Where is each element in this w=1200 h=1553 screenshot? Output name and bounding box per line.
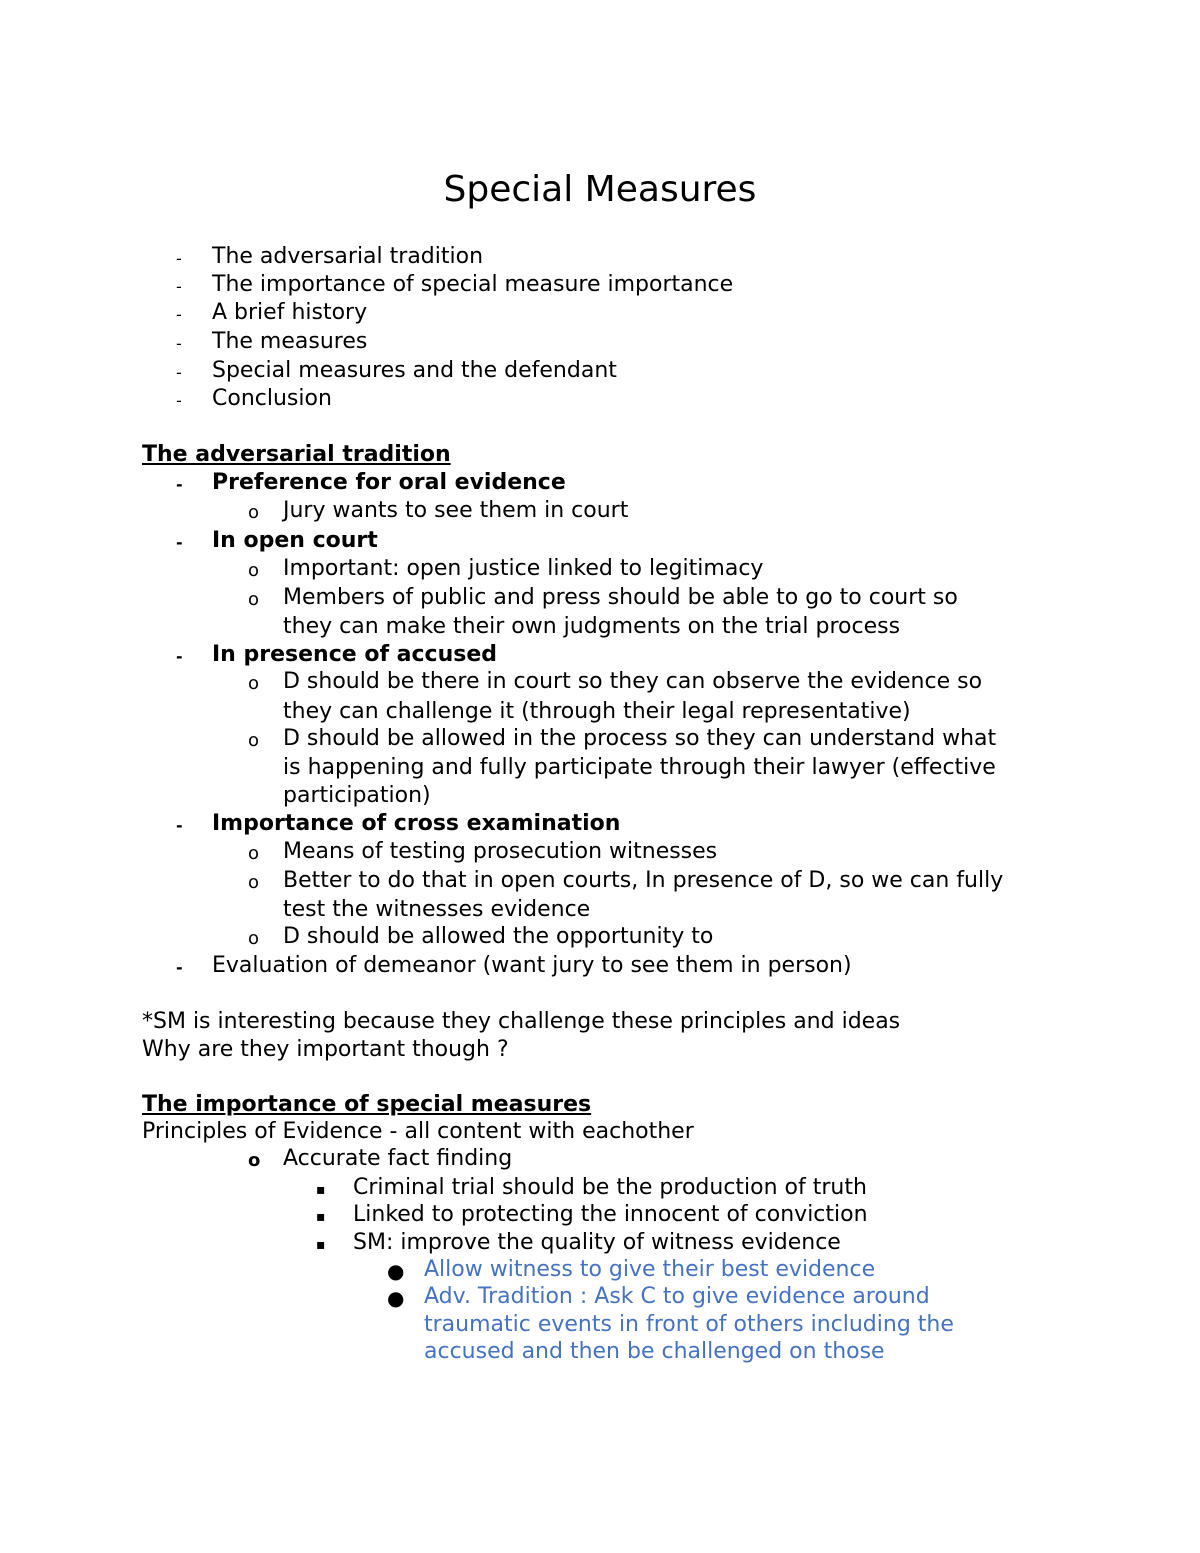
square-bullet: ▪ (316, 1182, 326, 1198)
point-label: In presence of accused (212, 642, 498, 667)
level3-item: Adv. Tradition : Ask C to give evidence around (424, 1284, 930, 1309)
sub-item-continuation: participation) (283, 783, 431, 808)
contents-item: Special measures and the defendant (212, 358, 617, 383)
sub-item-continuation: they can challenge it (through their legal representative) (283, 699, 911, 724)
circle-bullet: o (248, 560, 260, 581)
level3-item-continuation: accused and then be challenged on those (424, 1339, 885, 1364)
sub-item: Jury wants to see them in court (283, 498, 629, 523)
dot-bullet: ● (387, 1286, 405, 1310)
circle-bullet: o (248, 730, 260, 751)
dash-bullet: - (176, 391, 182, 410)
sub-item-continuation: they can make their own judgments on the trial process (283, 614, 901, 639)
sub-item: D should be allowed the opportunity to (283, 924, 714, 949)
circle-bullet: o (248, 928, 260, 949)
dash-bullet: - (176, 334, 182, 353)
section-heading-adversarial: The adversarial tradition (142, 442, 451, 467)
sub-item-continuation: is happening and fully participate through their lawyer (effective (283, 755, 996, 780)
square-bullet: ▪ (316, 1237, 326, 1253)
sub-item: D should be allowed in the process so they can understand what (283, 726, 997, 751)
dash-bullet: - (176, 816, 183, 835)
dash-bullet: - (176, 249, 182, 268)
contents-item: The measures (212, 329, 368, 354)
intro-line: Principles of Evidence - all content with eachother (142, 1119, 694, 1144)
circle-bullet: o (248, 843, 260, 864)
level1-item: Accurate fact finding (283, 1146, 513, 1171)
level2-item: Linked to protecting the innocent of conviction (353, 1202, 868, 1227)
dash-bullet: - (176, 958, 183, 977)
sub-item: Members of public and press should be able to go to court so (283, 585, 958, 610)
section-heading-importance: The importance of special measures (142, 1092, 592, 1117)
note-line: *SM is interesting because they challenge these principles and ideas (142, 1009, 901, 1034)
contents-item: Conclusion (212, 386, 332, 411)
level2-item: Criminal trial should be the production of truth (353, 1175, 867, 1200)
sub-item: Means of testing prosecution witnesses (283, 839, 718, 864)
level2-item: SM: improve the quality of witness evidence (353, 1230, 841, 1255)
circle-bullet: o (248, 1150, 261, 1171)
dash-bullet: - (176, 305, 182, 324)
contents-item: The importance of special measure importance (212, 272, 734, 297)
circle-bullet: o (248, 589, 260, 610)
square-bullet: ▪ (316, 1209, 326, 1225)
dash-bullet: - (176, 475, 183, 494)
dash-bullet: - (176, 277, 182, 296)
contents-item: A brief history (212, 300, 368, 325)
dot-bullet: ● (387, 1259, 405, 1283)
contents-item: The adversarial tradition (212, 244, 484, 269)
point-label: In open court (212, 528, 378, 553)
point-label: Importance of cross examination (212, 811, 621, 836)
sub-item: Important: open justice linked to legitimacy (283, 556, 764, 581)
level3-item: Allow witness to give their best evidence (424, 1257, 876, 1282)
point-label: Evaluation of demeanor (want jury to see them in person) (212, 953, 852, 978)
point-label: Preference for oral evidence (212, 470, 566, 495)
sub-item-continuation: test the witnesses evidence (283, 897, 591, 922)
note-line: Why are they important though ? (142, 1037, 509, 1062)
sub-item: D should be there in court so they can observe the evidence so (283, 669, 983, 694)
dash-bullet: - (176, 647, 183, 666)
dash-bullet: - (176, 533, 183, 552)
level3-item-continuation: traumatic events in front of others including the (424, 1312, 954, 1337)
sub-item: Better to do that in open courts, In presence of D, so we can fully (283, 868, 1004, 893)
page-title: Special Measures (443, 169, 757, 210)
circle-bullet: o (248, 502, 260, 523)
dash-bullet: - (176, 363, 182, 382)
circle-bullet: o (248, 872, 260, 893)
circle-bullet: o (248, 673, 260, 694)
